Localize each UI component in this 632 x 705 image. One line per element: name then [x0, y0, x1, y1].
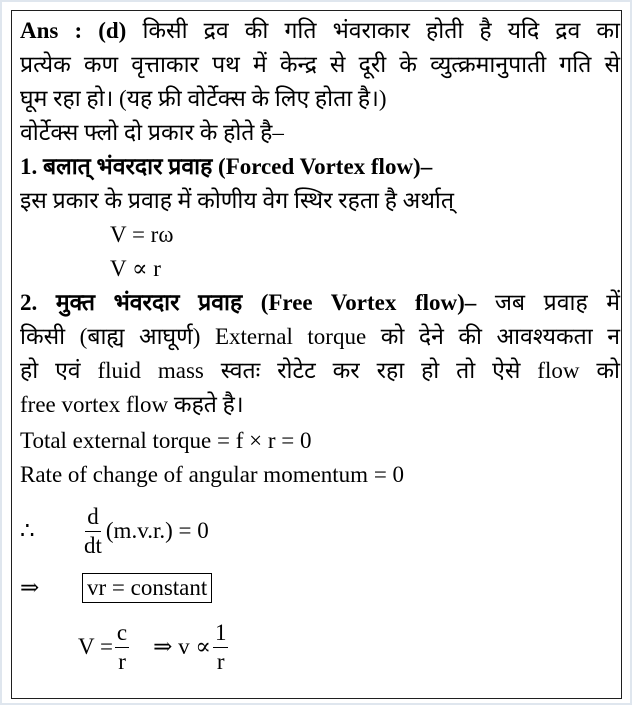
- implies-symbol: ⇒: [20, 575, 40, 600]
- final-fraction-1-r: [213, 619, 229, 676]
- final-implies: ⇒ v ∝: [153, 634, 211, 659]
- final-num-c: c: [115, 619, 129, 648]
- derivative-numerator: d: [85, 503, 101, 532]
- line-2: प्रत्येक कण वृत्ताकार पथ में केन्द्र से दूरी के व्युत्क्रमानुपाती गति से: [20, 52, 620, 77]
- line-3: घूम रहा हो। (यह फ्री वोर्टेक्स के लिए होता है।): [20, 86, 387, 111]
- line-13: Total external torque = f × r = 0: [20, 428, 312, 453]
- line-9: [20, 286, 620, 320]
- line-9-text: जब प्रवाह में: [494, 290, 621, 315]
- eq-constant: [20, 566, 620, 610]
- boxed-result: vr = constant: [82, 573, 212, 603]
- answer-label: Ans : (d): [20, 18, 127, 43]
- line-14: Rate of change of angular momentum = 0: [20, 462, 405, 487]
- free-vortex-heading: 2. मुक्त भंवरदार प्रवाह (Free Vortex flow)–: [20, 290, 477, 315]
- eq-v-r-omega: V = rω: [110, 222, 174, 247]
- line-11: हो एवं fluid mass स्वतः रोटेट कर रहा हो तो ऐसे flow को: [20, 358, 620, 383]
- derivative-rest: (m.v.r.) = 0: [105, 518, 209, 543]
- derivative-fraction: [82, 503, 104, 560]
- final-den-r2: r: [216, 648, 225, 674]
- line-6: इस प्रकार के प्रवाह में कोणीय वेग स्थिर रहता है अर्थात्: [20, 188, 454, 213]
- forced-vortex-heading: 1. बलात् भंवरदार प्रवाह (Forced Vortex flow)–: [20, 154, 433, 179]
- eq-final: [20, 614, 620, 680]
- eq-v-prop-r: V ∝ r: [110, 256, 161, 281]
- final-fraction-c-r: [115, 619, 129, 676]
- final-den-r: r: [118, 648, 126, 674]
- final-lhs: V =: [78, 634, 113, 659]
- line-12: free vortex flow कहते है।: [20, 392, 244, 417]
- derivative-denominator: dt: [84, 532, 102, 558]
- eq-derivative: [20, 498, 620, 564]
- line-4: वोर्टेक्स फ्लो दो प्रकार के होते है–: [20, 120, 284, 145]
- final-num-1: 1: [213, 619, 229, 648]
- answer-content: [20, 14, 620, 680]
- line-1: [20, 14, 620, 48]
- line-1-text: किसी द्रव की गति भंवराकार होती है यदि द्रव का: [142, 18, 621, 43]
- line-10: किसी (बाह्य आघूर्ण) External torque को देने की आवश्यकता न: [20, 324, 620, 349]
- therefore-symbol: ∴: [20, 518, 35, 543]
